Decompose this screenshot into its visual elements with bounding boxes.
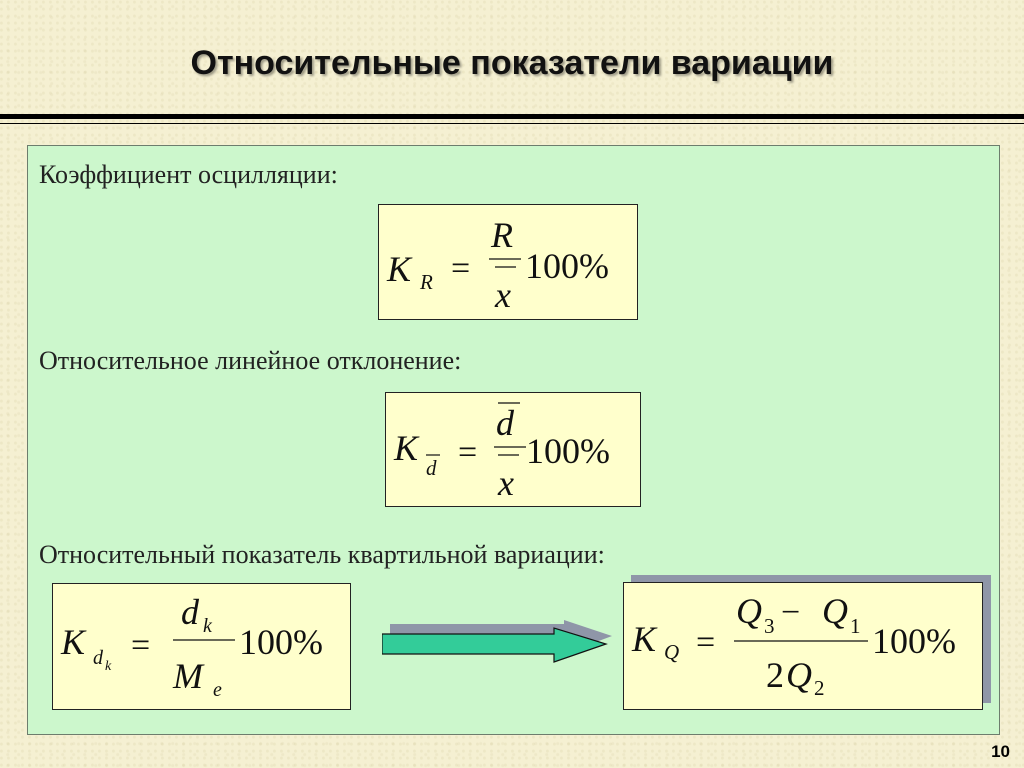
kdk-denominator: M bbox=[173, 656, 203, 696]
kr-lhs-sub: R bbox=[420, 270, 433, 294]
kr-lhs: K bbox=[387, 249, 412, 289]
kdk-eq: = bbox=[131, 627, 151, 664]
kq-minus: − bbox=[781, 594, 801, 631]
formula-box-kr bbox=[378, 204, 638, 320]
kd-lhs: K bbox=[394, 428, 419, 468]
kd-lhs-sub: d bbox=[426, 456, 437, 480]
kq-lhs-sub: Q bbox=[664, 640, 680, 664]
slide-title: Относительные показатели вариации bbox=[190, 44, 834, 82]
kr-numerator: R bbox=[491, 215, 513, 255]
formula-box-kq bbox=[623, 582, 983, 710]
linear-deviation-label: Относительное линейное отклонение: bbox=[39, 346, 462, 375]
kq-num-a: Q bbox=[736, 591, 762, 631]
kdk-numerator: d bbox=[181, 592, 199, 632]
kq-eq: = bbox=[696, 624, 716, 661]
formula-box-kdk bbox=[52, 583, 351, 710]
kq-lhs: K bbox=[632, 619, 657, 659]
kd-eq: = bbox=[458, 434, 478, 471]
kdk-den-sub: e bbox=[213, 679, 222, 701]
kq-tail: 100% bbox=[872, 621, 956, 661]
formula-kr bbox=[379, 205, 637, 319]
kd-tail: 100% bbox=[526, 431, 610, 471]
formula-kd bbox=[386, 393, 640, 506]
kr-tail: 100% bbox=[525, 246, 609, 286]
kd-numerator: d bbox=[496, 403, 514, 443]
kdk-lhs-sub: d bbox=[93, 647, 103, 669]
formula-kq bbox=[624, 583, 982, 709]
kr-eq: = bbox=[451, 250, 471, 287]
quartile-variation-label: Относительный показатель квартильной вариации: bbox=[39, 540, 605, 569]
kq-num-a-sub: 3 bbox=[764, 614, 775, 638]
kd-denominator: x bbox=[498, 463, 514, 503]
kdk-lhs: K bbox=[61, 622, 86, 662]
formula-box-kd bbox=[385, 392, 641, 507]
oscillation-label: Коэффициент осцилляции: bbox=[39, 160, 338, 189]
kq-denominator: Q bbox=[786, 655, 812, 695]
kq-den-coef: 2 bbox=[766, 655, 784, 695]
title-rule-thick bbox=[0, 114, 1024, 119]
kq-num-b-sub: 1 bbox=[850, 614, 861, 638]
page-number: 10 bbox=[991, 742, 1010, 761]
kdk-num-sub: k bbox=[203, 615, 212, 637]
title-rule-thin bbox=[0, 123, 1024, 124]
kdk-lhs-subsub: k bbox=[105, 659, 112, 674]
formula-kdk bbox=[53, 584, 350, 709]
right-arrow-icon bbox=[382, 620, 614, 664]
kr-denominator: x bbox=[495, 275, 511, 315]
kq-num-b: Q bbox=[822, 591, 848, 631]
kdk-tail: 100% bbox=[239, 622, 323, 662]
kq-den-sub: 2 bbox=[814, 676, 825, 700]
